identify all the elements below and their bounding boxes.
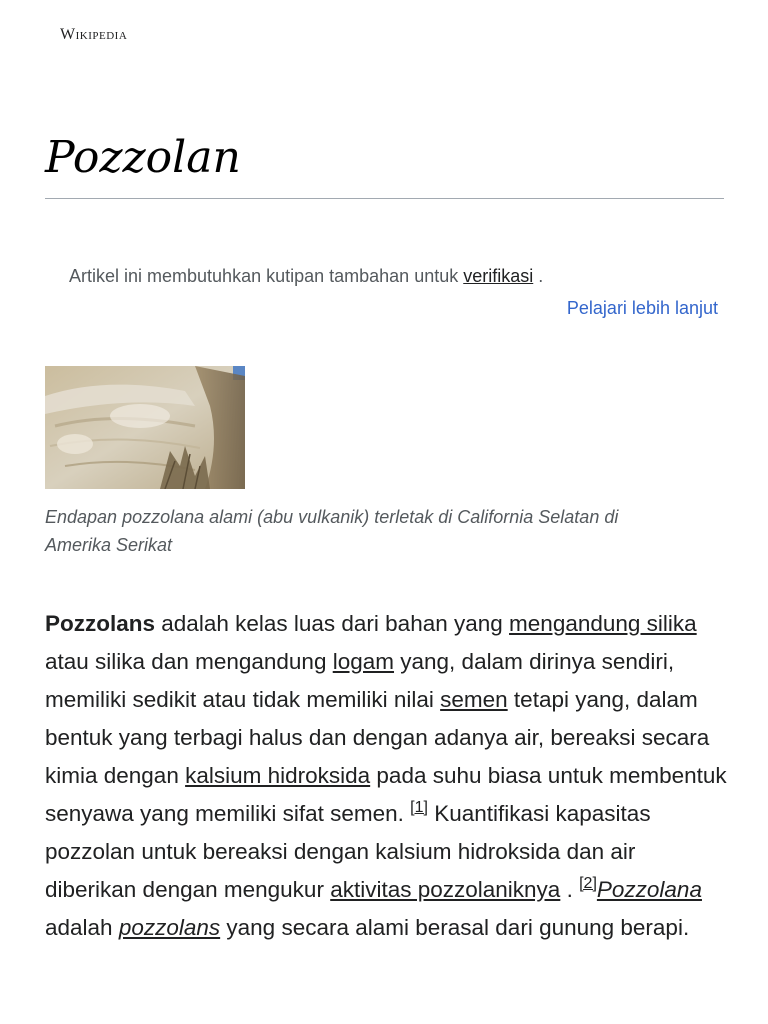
verification-notice xyxy=(45,262,718,326)
link-semen[interactable]: semen xyxy=(440,687,508,712)
learn-more-link[interactable]: Pelajari lebih lanjut xyxy=(566,298,718,318)
reference-2[interactable]: [2] xyxy=(579,875,597,893)
text-segment: yang, dalam dirinya sendiri, memiliki sedikit atau tidak memiliki nilai xyxy=(45,649,675,712)
text-segment: adalah kelas luas dari bahan yang xyxy=(155,611,510,636)
verification-link[interactable]: verifikasi xyxy=(463,266,534,286)
wikipedia-wordmark[interactable]: Wikipedia xyxy=(60,26,128,43)
link-pozzolana[interactable]: Pozzolana xyxy=(596,877,702,902)
text-segment: pada suhu biasa untuk membentuk senyawa yang memiliki sifat semen. xyxy=(45,763,727,826)
notice-text-before: Artikel ini membutuhkan kutipan tambahan untuk xyxy=(69,266,464,286)
text-segment: Kuantifikasi kapasitas pozzolan untuk bereaksi dengan kalsium hidroksida dan air diberikan dengan mengukur xyxy=(45,801,651,902)
page-title: Pozzolan xyxy=(45,132,241,183)
link-pozzolans[interactable]: pozzolans xyxy=(118,915,221,940)
text-segment: . xyxy=(560,877,580,902)
link-aktivitas-pozzolaniknya[interactable]: aktivitas pozzolaniknya xyxy=(330,877,561,902)
notice-text xyxy=(69,264,543,288)
notice-text-after: . xyxy=(533,266,544,286)
text-segment: atau silika dan mengandung xyxy=(45,649,333,674)
link-mengandung-silika[interactable]: mengandung silika xyxy=(509,611,697,636)
bold-term: Pozzolans xyxy=(45,611,156,636)
text-segment: yang secara alami berasal dari gunung berapi. xyxy=(220,915,690,940)
link-kalsium-hidroksida[interactable]: kalsium hidroksida xyxy=(185,763,371,788)
figure-caption: Endapan pozzolana alami (abu vulkanik) terletak di California Selatan di Amerika Serikat xyxy=(45,507,619,555)
link-logam[interactable]: logam xyxy=(332,649,395,674)
title-divider xyxy=(45,198,724,199)
reference-1[interactable]: [1] xyxy=(410,799,428,817)
pozzolana-deposit-image[interactable] xyxy=(45,366,245,489)
intro-paragraph xyxy=(45,605,727,947)
text-segment: tetapi yang, dalam bentuk yang terbagi halus dan dengan adanya air, bereaksi secara kimia dengan xyxy=(45,687,710,788)
text-segment: adalah xyxy=(45,915,119,940)
